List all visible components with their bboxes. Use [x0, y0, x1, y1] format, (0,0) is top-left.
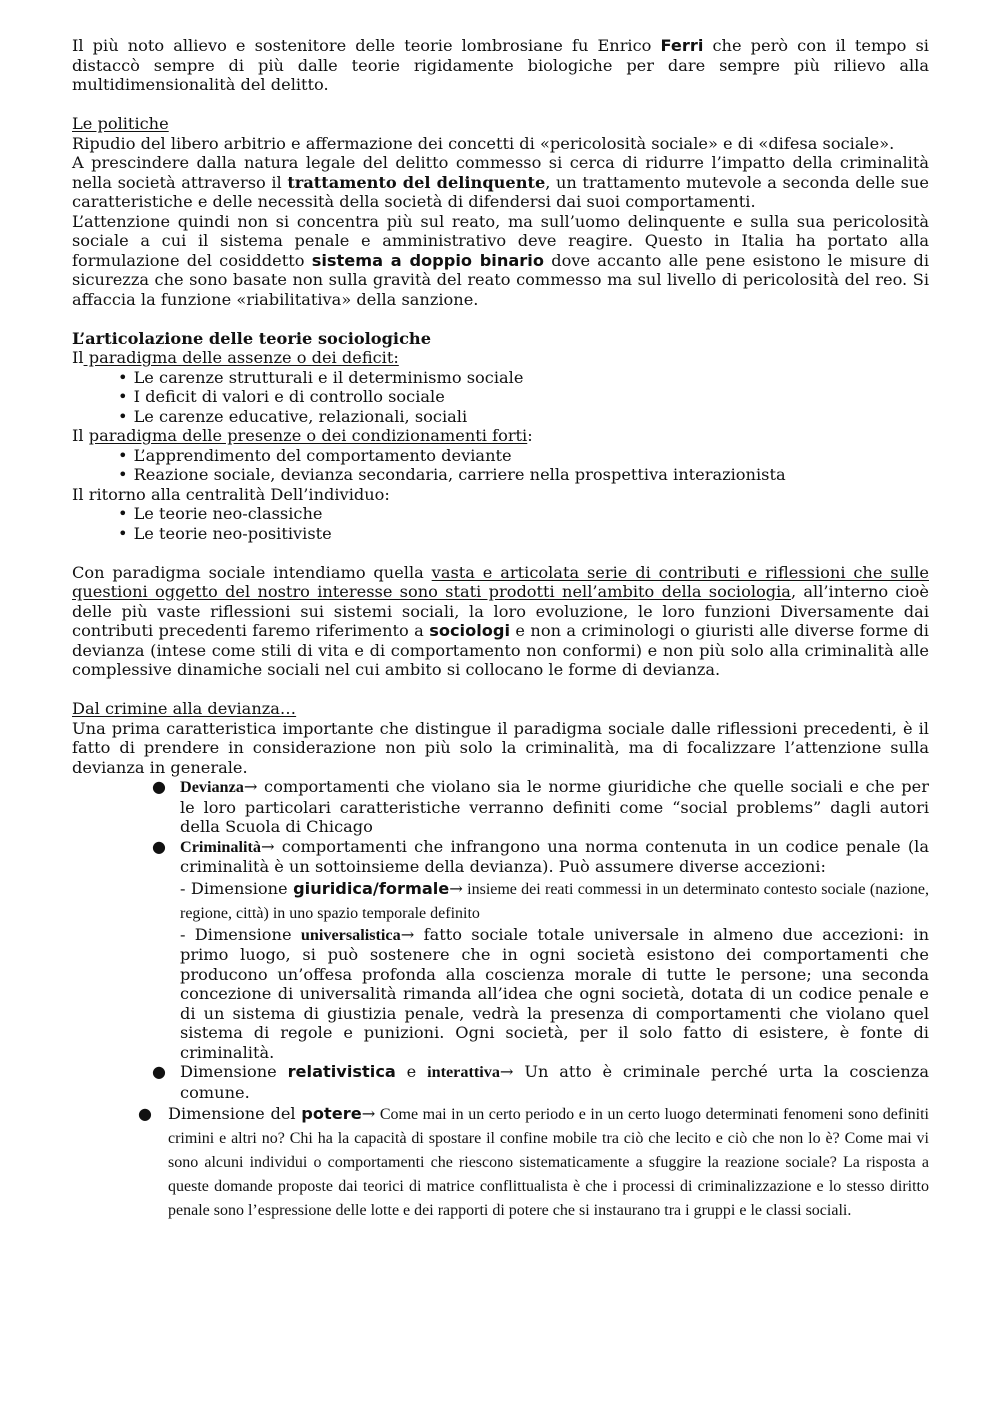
ritorno-label: Il ritorno alla centralità Dell’individuo:: [72, 484, 390, 504]
document-page: [72, 36, 929, 1222]
bold-term: universalistica: [300, 925, 401, 944]
bullet-icon: ●: [138, 1104, 152, 1123]
bold-term: potere: [301, 1104, 362, 1123]
list-item: • Le carenze strutturali e il determinismo sociale: [118, 368, 929, 388]
paradigma-presenze-label: Il paradigma delle presenze o dei condizionamenti forti:: [72, 426, 533, 445]
bullet-icon: ●: [152, 777, 166, 796]
term-criminalita: Criminalità: [180, 837, 261, 856]
list-item: • I deficit di valori e di controllo sociale: [118, 387, 929, 407]
politiche-paragraph-2: A prescindere dalla natura legale del delitto commesso si cerca di ridurre l’impatto della criminalità nella società attraverso il trattamento del delinquente, un trattamento mutevole a seconda delle sue caratteristiche e delle necessità della società di difendersi dai suoi comportamenti.: [72, 153, 929, 211]
paradigma-assenze-label: Il paradigma delle assenze o dei deficit:: [72, 348, 399, 367]
paradigma-sociale-paragraph: Con paradigma sociale intendiamo quella vasta e articolata serie di contributi e riflessioni che sulle questioni oggetto del nostro interesse sono stati prodotti nell’ambito della sociologia, all’interno cioè delle più vaste riflessioni sui sistemi sociali, la loro evoluzione, le loro funzioni Diversamente dai contributi precedenti faremo riferimento a sociologi e non a criminologi o giuristi alle diverse forme di devianza (intese come stili di vita e di comportamento non conformi) e non più solo alla criminalità alle complessive dinamiche sociali nel cui ambito si collocano le forme di devianza.: [72, 562, 929, 679]
bold-term: giuridica/formale: [293, 878, 450, 898]
term-devianza: Devianza: [180, 778, 244, 796]
bold-term: trattamento del delinquente: [287, 172, 546, 192]
bold-term: interattiva: [427, 1063, 500, 1081]
section-heading-articolazione: L’articolazione delle teorie sociologiche: [72, 328, 431, 348]
list-item: • L’apprendimento del comportamento deviante: [118, 446, 929, 466]
list-item: • Le teorie neo-classiche: [118, 504, 929, 524]
text-run: Il più noto allievo e sostenitore delle teorie lombrosiane fu Enrico: [72, 36, 661, 55]
bold-term: sociologi: [429, 621, 511, 640]
politiche-line: Ripudio del libero arbitrio e affermazione dei concetti di «pericolosità sociale» e di «difesa sociale».: [72, 133, 895, 153]
assenze-list: [72, 368, 929, 427]
ritorno-list: [72, 504, 929, 543]
intro-paragraph: [72, 36, 929, 95]
dimensione-giuridica: - Dimensione giuridica/formale→ insieme dei reati commessi in un determinato contesto sociale (nazione, regione, città) in uno spazio temporale definito: [180, 878, 930, 922]
list-item: • Le teorie neo-positiviste: [118, 524, 929, 544]
section-heading-devianza: Dal crimine alla devianza…: [72, 699, 297, 718]
bold-term: sistema a doppio binario: [311, 250, 544, 270]
list-item: • Le carenze educative, relazionali, sociali: [118, 407, 929, 427]
bullet-devianza: ● Devianza→ comportamenti che violano sia le norme giuridiche che quelle sociali e che per le loro particolari caratteristiche verranno definiti come “social problems” dagli autori della Scuola di Chicago: [152, 777, 929, 836]
bullet-criminalita: ● Criminalità→ comportamenti che infrangono una norma contenuta in un codice penale (la criminalità è un sottoinsieme della devianza). Può assumere diverse accezioni: - Dimensione giuridica/formale→ insieme dei reati commessi in un determinato contesto sociale (nazione, regione, città) in uno spazio temporale definito - Dimensione universalistica→ fatto sociale totale universale in almeno due accezioni: in primo luogo, si può sostenere che in ogni società esistono dei comportamenti che producono un’offesa profonda alla coscienza morale di tutte le persone; una seconda concezione di universalità rimanda all’idea che ogni società, dotata di un codice penale e di un sistema di giustizia penale, vedrà la presenza di comportamenti che violano quel sistema di regole e punizioni. Ogni società, per il solo fatto di esistere, è fonte di criminalità.: [152, 836, 930, 1062]
bullet-relativistica: ● Dimensione relativistica e interattiva→ Un atto è criminale perché urta la coscienza comune.: [152, 1062, 929, 1102]
devianza-bullets: [72, 777, 929, 1222]
bullet-icon: ●: [152, 836, 166, 856]
politiche-paragraph-3: L’attenzione quindi non si concentra più sul reato, ma sull’uomo delinquente e sulla sua pericolosità sociale a cui il sistema penale e amministrativo deve reagire. Questo in Italia ha portato alla formulazione del cosiddetto sistema a doppio binario dove accanto alle pene esistono le misure di sicurezza che sono basate non sulla gravità del reato commesso ma sul livello di pericolosità del reo. Si affaccia la funzione «riabilitativa» della sanzione.: [72, 211, 930, 309]
dimensione-universalistica: - Dimensione universalistica→ fatto sociale totale universale in almeno due accezioni: in primo luogo, si può sostenere che in ogni società esistono dei comportamenti che producono un’offesa profonda alla coscienza morale di tutte le persone; una seconda concezione di universalità rimanda all’idea che ogni società, dotata di un codice penale e di un sistema di giustizia penale, vedrà la presenza di comportamenti che violano quel sistema di regole e punizioni. Ogni società, per il solo fatto di esistere, è fonte di criminalità.: [180, 924, 929, 1062]
bold-term: relativistica: [287, 1062, 396, 1081]
devianza-intro: Una prima caratteristica importante che distingue il paradigma sociale dalle riflessioni precedenti, è il fatto di prendere in considerazione non più solo la criminalità, ma di focalizzare l’attenzione sulla devianza in generale.: [72, 718, 929, 777]
presenze-list: [72, 446, 929, 485]
text-run: che però con il tempo si distaccò sempre di più dalle teorie rigidamente biologiche per dare sempre più rilievo alla multidimensionalità del delitto.: [72, 36, 929, 94]
bullet-icon: ●: [152, 1062, 166, 1081]
list-item: • Reazione sociale, devianza secondaria, carriere nella prospettiva interazionista: [118, 465, 929, 485]
bullet-potere: ● Dimensione del potere→ Come mai in un certo periodo e in un certo luogo determinati fenomeni sono definiti crimini e altri no? Chi ha la capacità di spostare il confine mobile tra ciò che lecito e ciò che non lo è? Come mai vi sono alcuni individui o comportamenti che riescono sistematicamente a sfuggire la reazione sociale? La risposta a queste domande proposte dai teorici di matrice conflittualista è che i processi di criminalizzazione e lo stesso diritto penale sono l’espressione delle lotte e dei rapporti di potere che si instaurano tra i gruppi e le classi sociali.: [138, 1104, 929, 1219]
ferri-name: Ferri: [660, 36, 704, 55]
section-heading-politiche: Le politiche: [72, 114, 169, 133]
